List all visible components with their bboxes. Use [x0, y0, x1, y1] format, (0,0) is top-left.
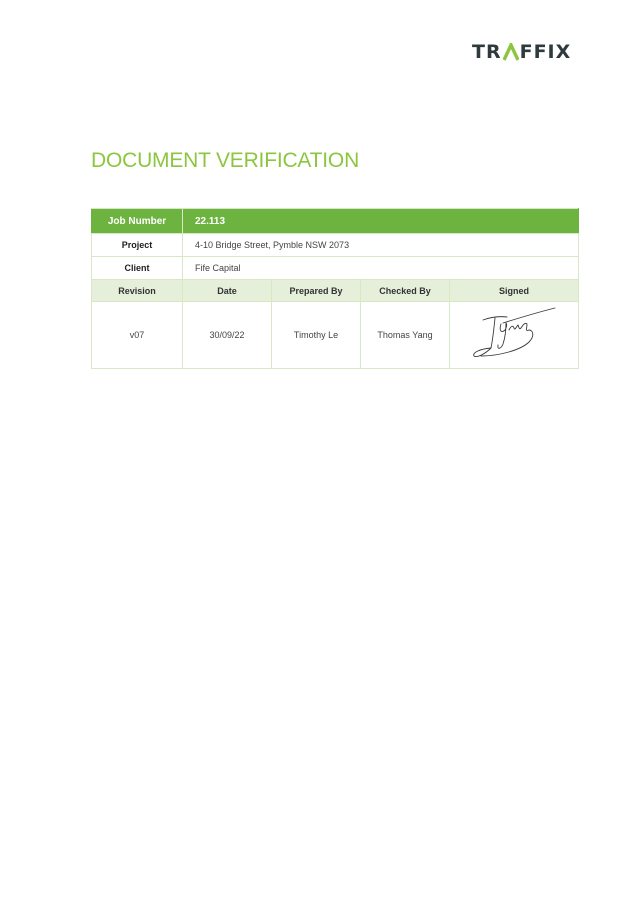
client-value: Fife Capital [183, 257, 579, 280]
logo-a-glyph [503, 43, 519, 61]
column-header-date: Date [183, 280, 272, 302]
project-label: Project [92, 234, 183, 257]
signature-image [469, 306, 559, 364]
prepared-by-cell: Timothy Le [272, 302, 361, 369]
job-number-value: 22.113 [183, 209, 579, 234]
job-number-label: Job Number [92, 209, 183, 234]
logo-prefix: TR [472, 41, 502, 63]
client-row [92, 257, 579, 280]
signed-cell [450, 302, 579, 369]
checked-by-cell: Thomas Yang [361, 302, 450, 369]
column-header-signed: Signed [450, 280, 579, 302]
table-header-row [92, 280, 579, 302]
job-number-row [92, 209, 579, 234]
client-label: Client [92, 257, 183, 280]
revision-cell: v07 [92, 302, 183, 369]
project-value: 4-10 Bridge Street, Pymble NSW 2073 [183, 234, 579, 257]
logo-suffix: FFIX [519, 41, 572, 63]
document-title: DOCUMENT VERIFICATION [91, 149, 360, 172]
project-row [92, 234, 579, 257]
column-header-prepared-by: Prepared By [272, 280, 361, 302]
traffix-logo [472, 40, 578, 64]
column-header-checked-by: Checked By [361, 280, 450, 302]
table-row [92, 302, 579, 369]
column-header-revision: Revision [92, 280, 183, 302]
date-cell: 30/09/22 [183, 302, 272, 369]
verification-table [91, 208, 579, 369]
